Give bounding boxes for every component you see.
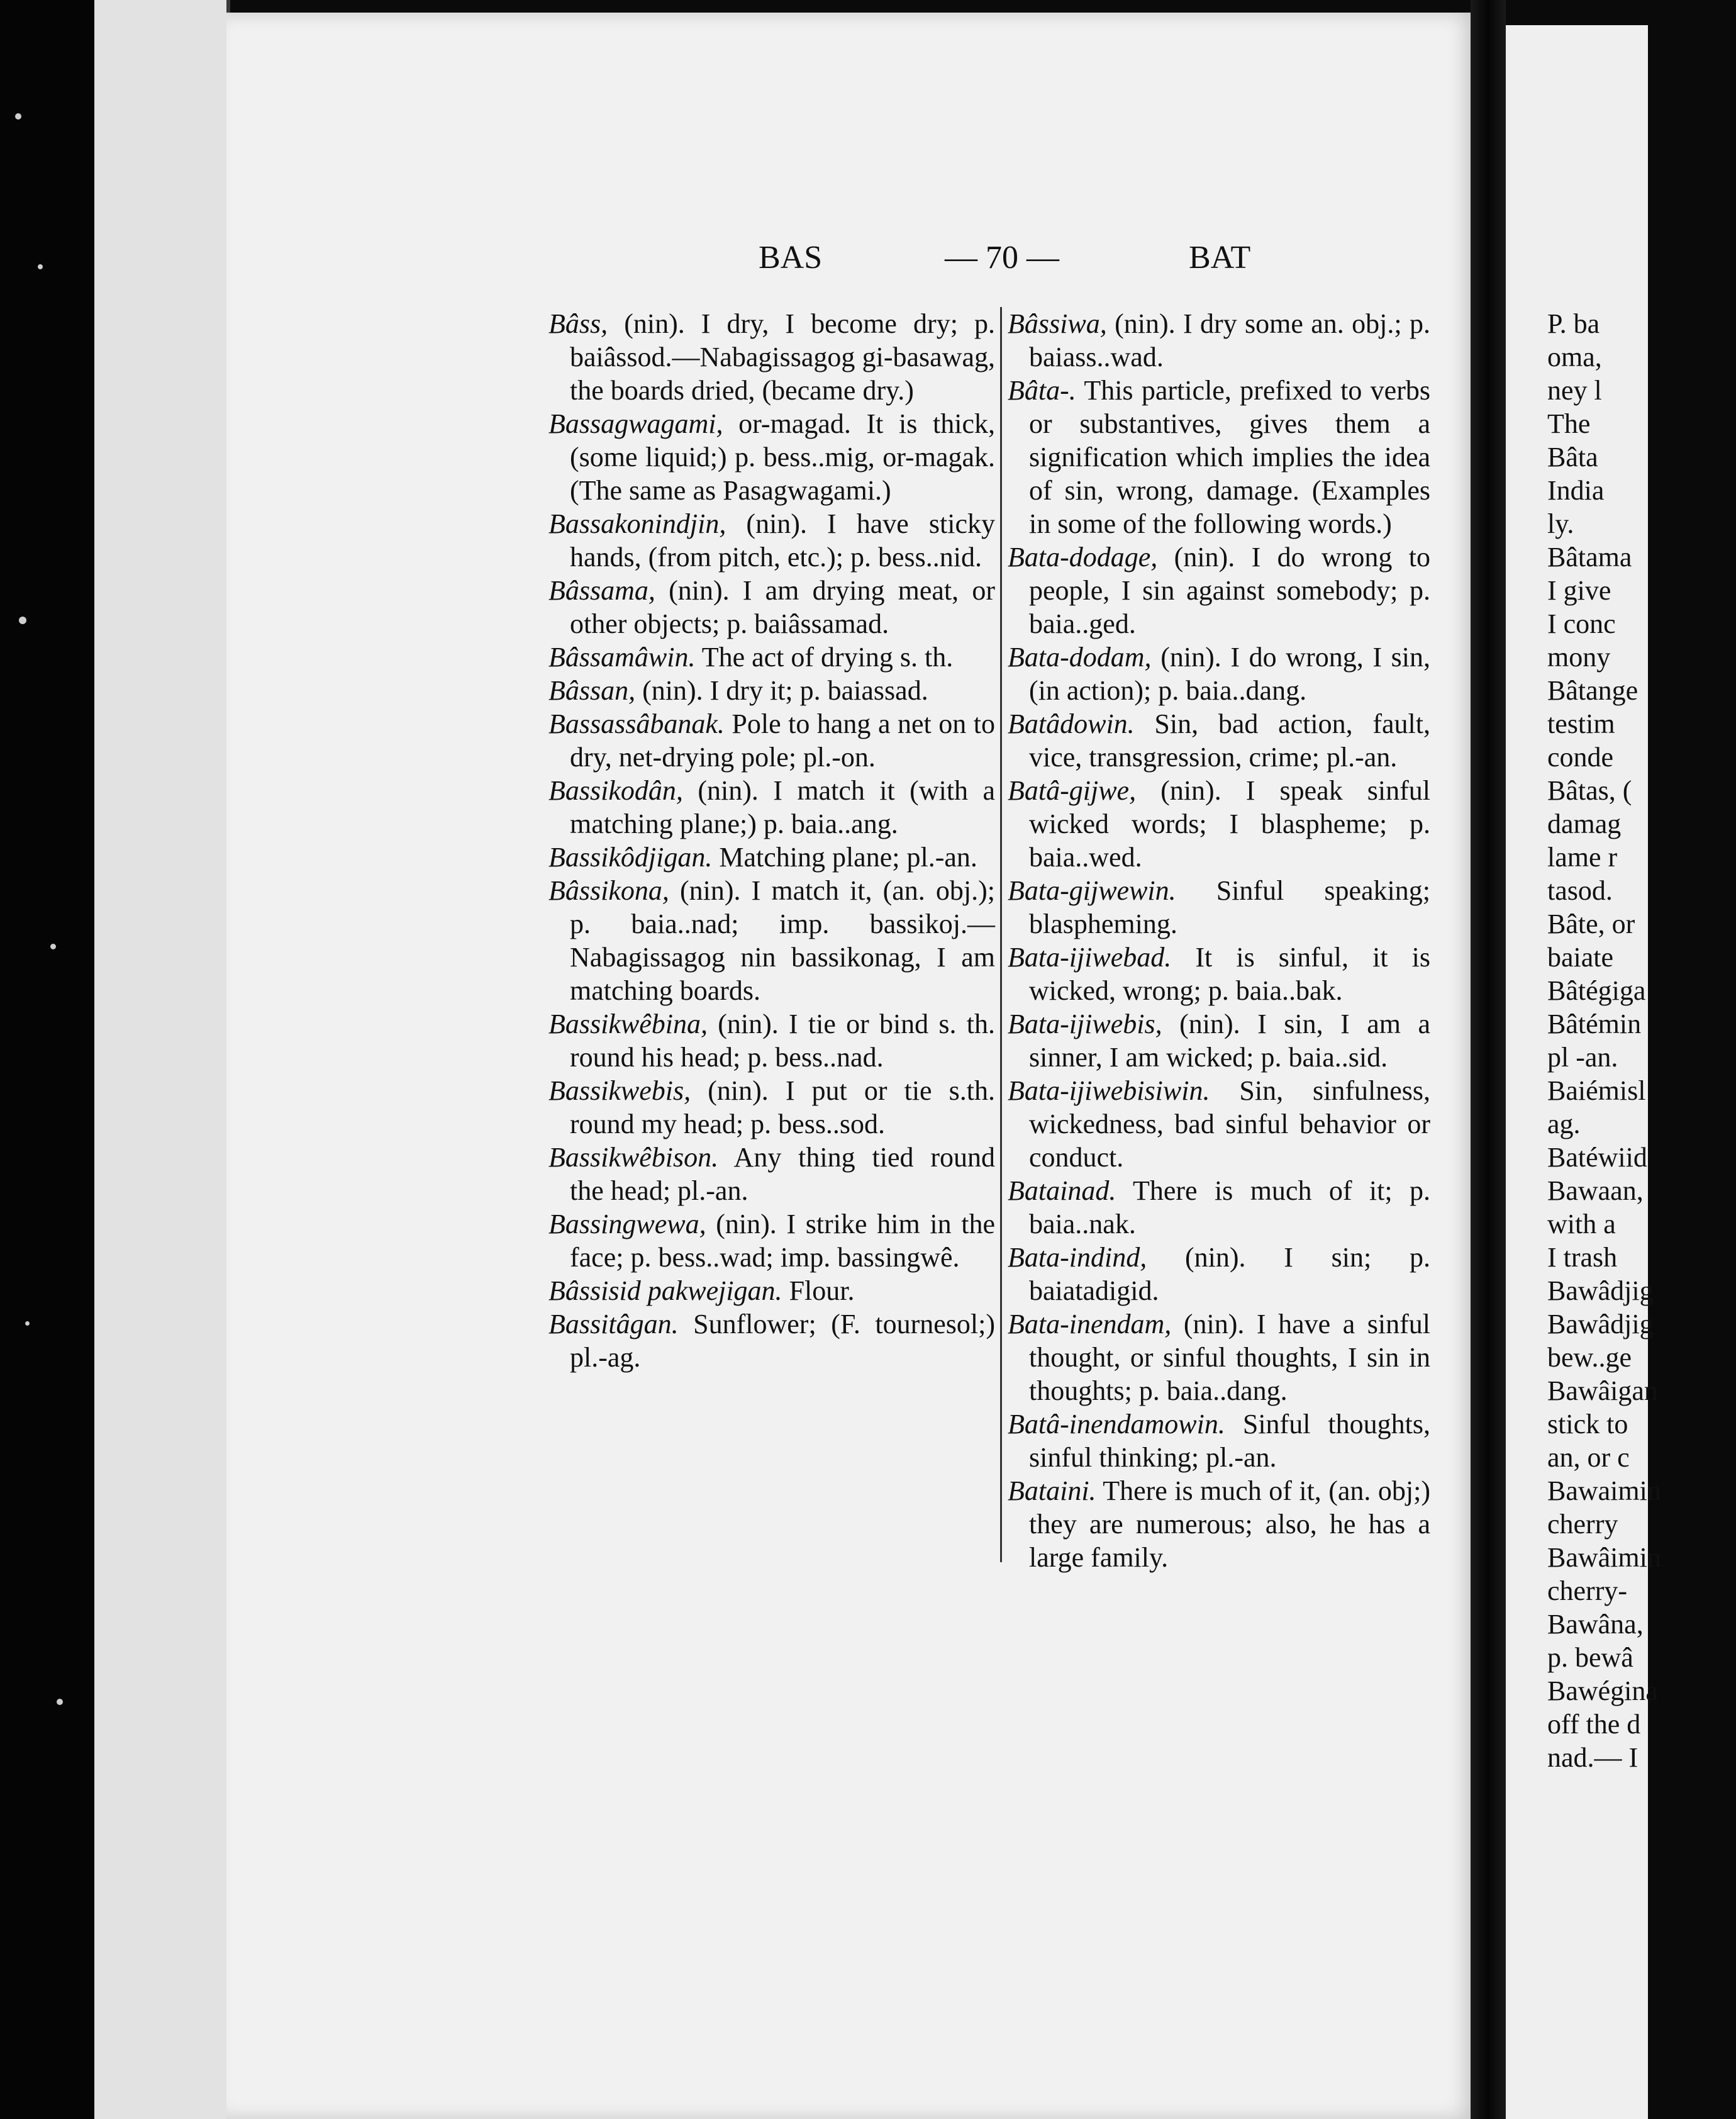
entry-headword: Bâssiwa, <box>1008 308 1107 339</box>
edge-fragment: bew..ge <box>1547 1342 1632 1373</box>
entry-definition: Matching plane; pl.-an. <box>719 842 977 873</box>
entry-headword: Bassassâbanak. <box>548 708 725 739</box>
edge-fragment: ag. <box>1547 1109 1581 1139</box>
edge-fragment: I conc <box>1547 608 1616 639</box>
edge-fragment: Bawaimin <box>1547 1475 1661 1506</box>
edge-fragment: cherry <box>1547 1509 1618 1540</box>
entry-headword: Bâssamâwin. <box>548 642 696 673</box>
dust-speck <box>57 1699 63 1705</box>
dictionary-entry <box>1008 374 1430 540</box>
edge-fragment: I trash <box>1547 1242 1618 1273</box>
dictionary-entry <box>1008 707 1430 774</box>
entry-definition: (nin). I dry some an. obj.; p. baiass..wad. <box>1029 308 1430 372</box>
entry-definition: (nin). I do wrong, I sin, (in action); p. baia..dang. <box>1029 642 1431 706</box>
dust-speck <box>19 617 26 624</box>
entry-headword: Batâdowin. <box>1008 708 1135 739</box>
entry-headword: Bassikwêbison. <box>548 1142 719 1173</box>
page-edge <box>195 0 230 2119</box>
dictionary-entry <box>548 841 995 874</box>
dictionary-entry <box>548 1207 995 1274</box>
edge-fragment: testim <box>1547 708 1615 739</box>
edge-fragment: stick to <box>1547 1409 1628 1440</box>
dictionary-entry <box>548 874 995 1007</box>
book-gutter <box>1471 0 1506 2119</box>
entry-headword: Bâssan, <box>548 675 636 706</box>
dictionary-entry <box>1008 540 1430 640</box>
edge-fragment: ly. <box>1547 508 1574 539</box>
dictionary-entry <box>1008 1241 1430 1307</box>
entry-definition: Sin, bad action, fault, vice, transgression, crime; pl.-an. <box>1029 708 1430 773</box>
entry-headword: Bassikwebis, <box>548 1075 691 1106</box>
edge-fragment: nad.— I <box>1547 1742 1639 1773</box>
entry-headword: Bata-gijwewin. <box>1008 875 1176 906</box>
edge-fragment: Bawâna, <box>1547 1609 1644 1640</box>
edge-fragment: Bawâigan <box>1547 1375 1658 1406</box>
dictionary-entry <box>1008 1174 1430 1241</box>
entry-headword: Bassagwagami, <box>548 408 723 439</box>
edge-fragment: Bâtama <box>1547 542 1632 573</box>
edge-fragment: India <box>1547 475 1605 506</box>
dust-speck <box>50 944 56 949</box>
page-edge <box>132 0 167 2119</box>
edge-fragment: baiate <box>1547 942 1614 973</box>
entry-definition: Any thing tied round the head; pl.-an. <box>570 1142 995 1206</box>
dictionary-entry <box>1008 1074 1430 1174</box>
edge-fragment: Bawâdjig <box>1547 1309 1654 1339</box>
entry-definition: Pole to hang a net on to dry, net-drying pole; pl.-on. <box>570 708 995 773</box>
edge-fragment: oma, <box>1547 342 1602 372</box>
entry-definition: (nin). I am drying meat, or other objects; p. baiâssamad. <box>570 575 995 639</box>
edge-fragment: Bawâimin <box>1547 1542 1661 1573</box>
edge-fragment: I give <box>1547 575 1611 606</box>
edge-fragment: Bâtégiga <box>1547 975 1646 1006</box>
edge-fragment: p. bewâ <box>1547 1642 1633 1673</box>
entry-definition: or-magad. It is thick, (some liquid;) p. bess..mig, or-magak. (The same as Pasagwagami.) <box>570 408 995 506</box>
entry-definition: (nin). I match it (with a matching plane;) p. baia..ang. <box>570 775 996 839</box>
edge-fragment: an, or c <box>1547 1442 1630 1473</box>
dictionary-entry <box>1008 1007 1430 1074</box>
entry-headword: Bassitâgan. <box>548 1309 679 1339</box>
edge-fragment: Bawâdjig <box>1547 1275 1654 1306</box>
entry-headword: Batâ-inendamowin. <box>1008 1409 1225 1440</box>
entry-headword: Bataini. <box>1008 1475 1096 1506</box>
entry-definition: This particle, prefixed to verbs or substantives, gives them a signification which implies the idea of sin, wrong, damage. (Examples in some of the following words.) <box>1029 375 1430 539</box>
entry-definition: (nin). I speak sinful wicked words; I blaspheme; p. baia..wed. <box>1029 775 1430 873</box>
dictionary-entry <box>1008 1307 1430 1407</box>
entry-headword: Bassikwêbina, <box>548 1009 708 1039</box>
dust-speck <box>15 113 21 120</box>
edge-fragment: damag <box>1547 808 1622 839</box>
header-left: BAS <box>759 240 823 276</box>
edge-fragment: tasod. <box>1547 875 1613 906</box>
entry-headword: Bâssama, <box>548 575 655 606</box>
entry-definition: (nin). I have a sinful thought, or sinful thoughts, I sin in thoughts; p. baia..dang. <box>1029 1309 1431 1406</box>
entry-headword: Bâta-. <box>1008 375 1076 406</box>
edge-fragment: conde <box>1547 742 1614 773</box>
entry-definition: Sinful thoughts, sinful thinking; pl.-an. <box>1029 1409 1430 1473</box>
edge-fragment: Bawaan, <box>1547 1175 1644 1206</box>
edge-fragment: Bâtange <box>1547 675 1639 706</box>
edge-fragment: Batéwiid <box>1547 1142 1647 1173</box>
dictionary-entry <box>548 1274 995 1307</box>
dust-speck <box>38 264 43 269</box>
entry-definition: Sunflower; (F. tournesol;) pl.-ag. <box>570 1309 996 1373</box>
entry-definition: It is sinful, it is wicked, wrong; p. baia..bak. <box>1029 942 1431 1006</box>
dictionary-entry <box>548 774 995 841</box>
entry-definition: (nin). I do wrong to people, I sin against somebody; p. baia..ged. <box>1029 542 1430 639</box>
edge-column <box>1547 307 1736 1774</box>
edge-fragment: Bawégina <box>1547 1675 1658 1706</box>
edge-fragment: off the d <box>1547 1709 1641 1740</box>
left-column <box>548 307 995 1374</box>
entry-definition: There is much of it; p. baia..nak. <box>1029 1175 1430 1239</box>
edge-fragment: Bâtas, ( <box>1547 775 1632 806</box>
entry-headword: Bassikodân, <box>548 775 683 806</box>
entry-definition: (nin). I have sticky hands, (from pitch, etc.); p. bess..nid. <box>570 508 996 573</box>
entry-headword: Bata-ijiwebad. <box>1008 942 1172 973</box>
edge-fragment: mony <box>1547 642 1611 673</box>
dictionary-entry <box>1008 941 1430 1007</box>
page-edge <box>164 0 199 2119</box>
entry-headword: Bassakonindjin, <box>548 508 726 539</box>
dictionary-entry <box>548 574 995 640</box>
dictionary-entry <box>548 507 995 574</box>
dictionary-entry <box>548 407 995 507</box>
scan-margin <box>0 0 94 2119</box>
entry-definition: (nin). I strike him in the face; p. bess..wad; imp. bassingwê. <box>570 1209 996 1273</box>
dictionary-entry <box>548 1307 995 1374</box>
entry-definition: (nin). I dry, I become dry; p. baiâssod.—Nabagissagog gi-basawag, the boards dried, (became dry.) <box>570 308 995 406</box>
dictionary-entry <box>1008 640 1430 707</box>
edge-fragment: ney l <box>1547 375 1602 406</box>
dictionary-entry <box>548 1141 995 1207</box>
entry-headword: Bata-ijiwebisiwin. <box>1008 1075 1210 1106</box>
dictionary-entry <box>1008 774 1430 874</box>
entry-headword: Bata-inendam, <box>1008 1309 1172 1339</box>
edge-fragment: The <box>1547 408 1591 439</box>
dictionary-entry <box>548 640 995 674</box>
entry-headword: Bata-dodage, <box>1008 542 1158 573</box>
edge-fragment: Bâte, or <box>1547 909 1635 939</box>
dictionary-entry <box>1008 1407 1430 1474</box>
edge-fragment: with a <box>1547 1209 1616 1239</box>
edge-fragment: P. ba <box>1547 308 1600 339</box>
entry-headword: Bâss, <box>548 308 608 339</box>
entry-headword: Bata-ijiwebis, <box>1008 1009 1162 1039</box>
edge-fragment: Bâta <box>1547 442 1598 472</box>
entry-headword: Batainad. <box>1008 1175 1116 1206</box>
dictionary-entry <box>548 1074 995 1141</box>
running-header <box>692 239 1321 283</box>
edge-fragment: Baiémisl <box>1547 1075 1646 1106</box>
edge-fragment: lame r <box>1547 842 1618 873</box>
entry-headword: Bata-indind, <box>1008 1242 1147 1273</box>
dictionary-entry <box>1008 307 1430 374</box>
entry-definition: (nin). I sin, I am a sinner, I am wicked; p. baia..sid. <box>1029 1009 1431 1073</box>
page-number: — 70 — <box>945 240 1059 276</box>
dictionary-entry <box>1008 874 1430 941</box>
entry-definition: (nin). I match it, (an. obj.); p. baia..nad; imp. bassikoj.— Nabagissagog nin bassikonag, I am matching boards. <box>570 875 996 1006</box>
dictionary-entry <box>548 307 995 407</box>
dictionary-entry <box>548 707 995 774</box>
page-edge <box>94 0 136 2119</box>
edge-fragment: cherry- <box>1547 1575 1628 1606</box>
entry-headword: Bata-dodam, <box>1008 642 1152 673</box>
dictionary-entry <box>548 674 995 707</box>
entry-definition: (nin). I tie or bind s. th. round his head; p. bess..nad. <box>570 1009 995 1073</box>
entry-definition: (nin). I sin; p. baiatadigid. <box>1029 1242 1430 1306</box>
entry-definition: Flour. <box>789 1275 855 1306</box>
entry-definition: (nin). I put or tie s.th. round my head; p. bess..sod. <box>570 1075 996 1139</box>
edge-fragment: Bâtémin <box>1547 1009 1642 1039</box>
right-column <box>1008 307 1430 1574</box>
entry-definition: Sin, sinfulness, wickedness, bad sinful behavior or conduct. <box>1029 1075 1430 1173</box>
dictionary-entry <box>548 1007 995 1074</box>
entry-headword: Bâssikona, <box>548 875 669 906</box>
entry-headword: Bassikôdjigan. <box>548 842 713 873</box>
entry-headword: Batâ-gijwe, <box>1008 775 1137 806</box>
entry-definition: (nin). I dry it; p. baiassad. <box>642 675 928 706</box>
entry-headword: Bâssisid pakwejigan. <box>548 1275 782 1306</box>
column-rule <box>1000 307 1002 1562</box>
entry-definition: There is much of it, (an. obj;) they are numerous; also, he has a large family. <box>1029 1475 1430 1573</box>
dust-speck <box>25 1321 30 1326</box>
header-right: BAT <box>1189 240 1251 276</box>
entry-definition: Sinful speaking; blaspheming. <box>1029 875 1431 939</box>
edge-fragment: pl -an. <box>1547 1042 1618 1073</box>
entry-definition: The act of drying s. th. <box>701 642 954 673</box>
dictionary-entry <box>1008 1474 1430 1574</box>
entry-headword: Bassingwewa, <box>548 1209 706 1239</box>
